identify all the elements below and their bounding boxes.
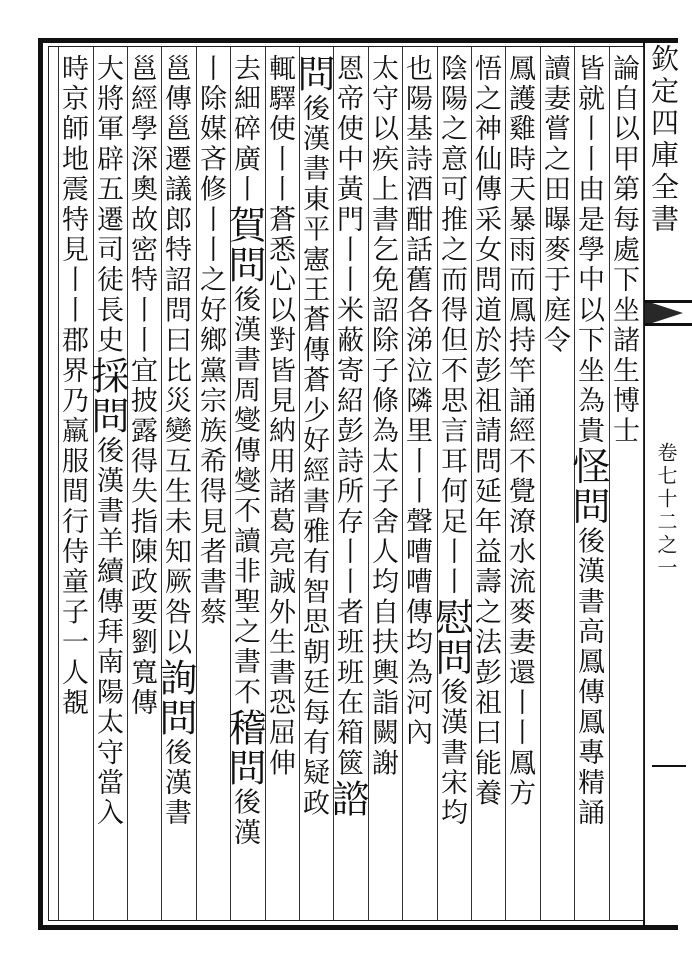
column-text: 大將軍辟五遷司徒長史 xyxy=(92,54,123,356)
column-text: 後漢書羊續傳拜南陽太守當入 xyxy=(92,436,123,829)
column-text: 修丨丨之好鄉黨宗族希得見者 xyxy=(195,174,226,568)
column-text: 論自以甲第每處下坐諸生博士 xyxy=(608,54,639,447)
column-text: 書蔡 xyxy=(195,567,226,628)
column-text: 時京師地震特見丨丨 xyxy=(57,54,88,326)
margin-tick xyxy=(652,765,686,767)
column-text: 郡界乃羸服間行侍童子一人覩 xyxy=(57,325,88,719)
column-text: 太守以疾上書乞免詔除子條為太子舍人均自扶輿詣闕謝 xyxy=(367,54,398,779)
entry-headword: 諮 xyxy=(325,778,369,819)
text-column xyxy=(607,54,639,914)
column-text: 讀妻嘗之田曝麥于庭令 xyxy=(539,54,570,356)
text-column xyxy=(503,54,535,914)
column-text: 悟之神仙傳采女問道於彭祖請問延年益壽之法彭祖曰能養 xyxy=(470,54,501,809)
entry-headword: 賀問 xyxy=(222,205,266,285)
text-column xyxy=(469,54,501,914)
text-column xyxy=(85,54,129,914)
column-text: 傳均為河內 xyxy=(401,597,432,749)
text-column xyxy=(538,54,570,914)
text-column xyxy=(194,54,226,914)
column-text: 邕傳邕遷議郎特詔問曰比災變互生未知厥咎以 xyxy=(160,54,191,658)
fish-tail-icon xyxy=(643,300,683,326)
text-column xyxy=(325,54,369,914)
column-rule xyxy=(643,47,644,920)
entry-headword: 稽問 xyxy=(222,707,266,788)
chapter-label: 卷七十二之一 xyxy=(654,442,678,580)
entry-headword: 慰問 xyxy=(429,597,473,678)
text-column xyxy=(291,54,335,914)
text-column xyxy=(56,54,88,914)
column-text: 也陽基詩酒酣話舊各涕泣隣里丨丨聲嘈嘈 xyxy=(401,54,432,598)
column-text: 陰陽之意可推之而得但不思言耳何足丨丨 xyxy=(436,54,467,598)
text-column xyxy=(263,54,295,914)
column-text: 後漢書周燮傳燮不讀非聖之書不 xyxy=(229,285,260,708)
column-text: 後漢書高鳳傳鳳專精誦 xyxy=(573,526,604,829)
column-text: 輒驛使丨丨蒼悉心以對皆見納用諸葛亮誠外生書恐屈伸 xyxy=(264,54,295,779)
text-column xyxy=(400,54,432,914)
column-text: 恩帝使中黃門丨丨米蔽寄紹彭詩所存丨丨者班班在箱篋 xyxy=(332,54,363,779)
column-text: 鳳護雞時天暴雨而鳳持竿誦經不覺潦水流麥妻還丨丨鳳方 xyxy=(504,54,535,809)
text-column xyxy=(366,54,398,914)
entry-headword: 採問 xyxy=(85,356,129,436)
text-column xyxy=(125,54,157,914)
column-text: 邕經學深奧故密特丨丨宜披露得失指陳政要 xyxy=(126,54,157,628)
column-text: 劉寬傳 xyxy=(126,627,157,719)
entry-headword: 問 xyxy=(291,54,335,94)
text-column xyxy=(153,54,197,914)
margin-title: 欽定四庫全書 xyxy=(647,44,680,236)
entry-headword: 詢問 xyxy=(153,658,197,738)
column-text: 丨除媒吝 xyxy=(195,54,226,175)
text-column xyxy=(222,54,266,914)
column-text: 後漢書 xyxy=(160,738,191,829)
column-text: 後漢 xyxy=(229,787,260,849)
text-column xyxy=(566,54,610,914)
entry-headword: 怪問 xyxy=(566,446,610,527)
column-text: 後漢書東平憲王蒼傳蒼少好經書雅有智思朝廷每有疑政 xyxy=(298,94,329,819)
column-text: 皆就丨丨由是學中以下坐為貴 xyxy=(573,54,604,447)
text-column xyxy=(429,54,473,914)
column-text: 後漢書宋均 xyxy=(436,677,467,829)
column-text: 去細碎廣丨 xyxy=(229,54,260,205)
